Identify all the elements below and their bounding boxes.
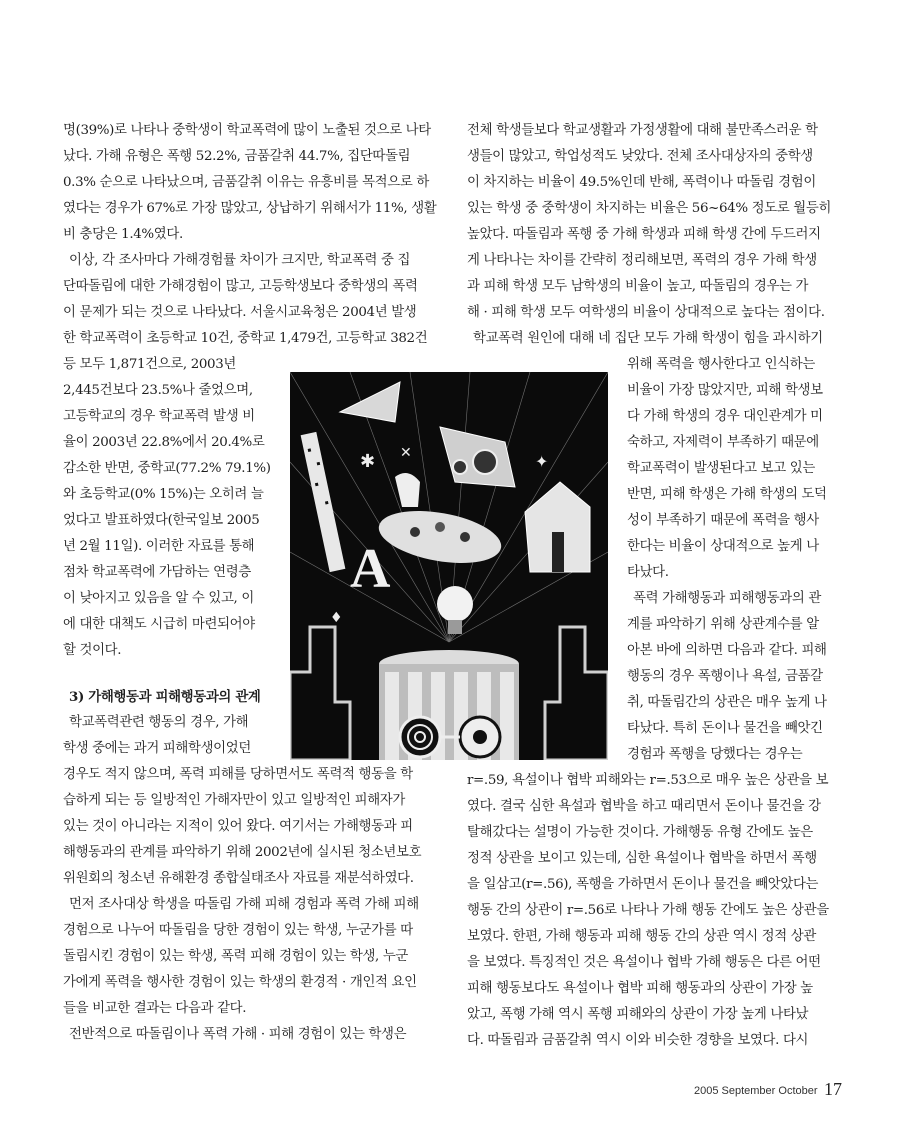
right-line: 전체 학생들보다 학교생활과 가정생활에 대해 불만족스러운 학 bbox=[467, 123, 818, 138]
left-line: 습하게 되는 등 일방적인 가해자만이 있고 일방적인 피해자가 bbox=[63, 793, 405, 808]
right-line: 아본 바에 의하면 다음과 같다. 피해 bbox=[627, 643, 827, 658]
right-line: 을 일삼고(r=.56), 폭행을 가하면서 돈이나 물건을 빼앗았다는 bbox=[467, 877, 819, 892]
right-line: 학교폭력이 발생된다고 보고 있는 bbox=[627, 461, 815, 476]
right-line: 취, 따돌림간의 상관은 매우 높게 나 bbox=[627, 695, 827, 710]
right-line: 있는 학생 중 중학생이 차지하는 비율은 56~64% 정도로 월등히 bbox=[467, 201, 832, 216]
left-line: 들을 비교한 결과는 다음과 같다. bbox=[63, 1001, 247, 1016]
left-line: 점차 학교폭력에 가담하는 연령층 bbox=[63, 565, 251, 580]
left-line: 율이 2003년 22.8%에서 20.4%로 bbox=[63, 435, 265, 450]
right-line: r=.59, 욕설이나 협박 피해와는 r=.53으로 매우 높은 상관을 보 bbox=[467, 773, 829, 788]
right-line: 피해 행동보다도 욕설이나 협박 피해 행동과의 상관이 가장 높 bbox=[467, 981, 813, 996]
left-line: 가에게 폭력을 행사한 경험이 있는 학생의 환경적 · 개인적 요인 bbox=[63, 975, 417, 990]
right-line: 다 가해 학생의 경우 대인관계가 미 bbox=[627, 409, 823, 424]
right-line: 해 · 피해 학생 모두 여학생의 비율이 상대적으로 높다는 점이다. bbox=[467, 305, 825, 320]
left-line: 학생 중에는 과거 피해학생이었던 bbox=[63, 741, 251, 756]
svg-text:✱: ✱ bbox=[360, 451, 376, 472]
right-line: 비율이 가장 많았지만, 피해 학생보 bbox=[627, 383, 823, 398]
right-line: 과 피해 학생 모두 남학생의 비율이 높고, 따돌림의 경우는 가 bbox=[467, 279, 809, 294]
left-line: 이 낮아지고 있음을 알 수 있고, 이 bbox=[63, 591, 254, 606]
right-line: 경험과 폭행을 당했다는 경우는 bbox=[627, 747, 803, 762]
right-line: 탈해갔다는 설명이 가능한 것이다. 가해행동 유형 간에도 높은 bbox=[467, 825, 813, 840]
section-heading: 3) 가해행동과 피해행동과의 관계 bbox=[69, 689, 261, 705]
left-line: 한 학교폭력이 초등학교 10건, 중학교 1,479건, 고등학교 382건 bbox=[63, 331, 428, 346]
right-line: 이 차지하는 비율이 49.5%인데 반해, 폭력이나 따돌림 경험이 bbox=[467, 175, 816, 190]
left-line: 위원회의 청소년 유해환경 종합실태조사 자료를 재분석하였다. bbox=[63, 871, 414, 886]
left-line: 비 충당은 1.4%였다. bbox=[63, 227, 183, 242]
left-line: 있는 것이 아니라는 지적이 있어 왔다. 여기서는 가해행동과 피 bbox=[63, 819, 413, 834]
right-line: 았고, 폭행 가해 역시 폭행 피해와의 상관이 가장 높게 나타났 bbox=[467, 1007, 809, 1022]
left-line: 났다. 가해 유형은 폭행 52.2%, 금품갈취 44.7%, 집단따돌림 bbox=[63, 149, 411, 164]
illustration-letter-a: A bbox=[350, 538, 391, 600]
right-line: 였다. 결국 심한 욕설과 협박을 하고 때리면서 돈이나 물건을 강 bbox=[467, 799, 821, 814]
right-line: 행동의 경우 폭행이나 욕설, 금품갈 bbox=[627, 669, 823, 684]
left-line: 2,445건보다 23.5%나 줄었으며, bbox=[63, 383, 253, 398]
right-line: 보였다. 한편, 가해 행동과 피해 행동 간의 상관 역시 정적 상관 bbox=[467, 929, 816, 944]
left-line: 돌림시킨 경험이 있는 학생, 폭력 피해 경험이 있는 학생, 누군 bbox=[63, 949, 409, 964]
right-line: 한다는 비율이 상대적으로 높게 나 bbox=[627, 539, 819, 554]
right-line: 학교폭력 원인에 대해 네 집단 모두 가해 학생이 힘을 과시하기 bbox=[473, 331, 823, 346]
right-line: 타났다. bbox=[627, 565, 669, 580]
left-line: 와 초등학교(0% 15%)는 오히려 늘 bbox=[63, 487, 264, 502]
left-line: 명(39%)로 나타나 중학생이 학교폭력에 많이 노출된 것으로 나타 bbox=[63, 123, 431, 138]
left-line: 단따돌림에 대한 가해경험이 많고, 고등학생보다 중학생의 폭력 bbox=[63, 279, 418, 294]
illustration bbox=[290, 372, 608, 760]
right-line: 생들이 많았고, 학업성적도 낮았다. 전체 조사대상자의 중학생 bbox=[467, 149, 813, 164]
left-line: 해행동과의 관계를 파악하기 위해 2002년에 실시된 청소년보호 bbox=[63, 845, 422, 860]
right-line: 폭력 가해행동과 피해행동과의 관 bbox=[633, 591, 821, 606]
right-line: 성이 부족하기 때문에 폭력을 행사 bbox=[627, 513, 819, 528]
left-line: 감소한 반면, 중학교(77.2% 79.1%) bbox=[63, 461, 271, 476]
right-line: 높았다. 따돌림과 폭행 중 가해 학생과 피해 학생 간에 두드러지 bbox=[467, 227, 821, 242]
right-line: 반면, 피해 학생은 가해 학생의 도덕 bbox=[627, 487, 827, 502]
right-line: 정적 상관을 보이고 있는데, 심한 욕설이나 협박을 하면서 폭행 bbox=[467, 851, 817, 866]
right-line: 계를 파악하기 위해 상관계수를 알 bbox=[627, 617, 819, 632]
left-line: 0.3% 순으로 나타났으며, 금품갈취 이유는 유흥비를 목적으로 하 bbox=[63, 175, 429, 190]
right-line: 타났다. 특히 돈이나 물건을 빼앗긴 bbox=[627, 721, 823, 736]
right-line: 위해 폭력을 행사한다고 인식하는 bbox=[627, 357, 815, 372]
left-line: 먼저 조사대상 학생을 따돌림 가해 피해 경험과 폭력 가해 피해 bbox=[69, 897, 419, 912]
right-line: 다. 따돌림과 금품갈취 역시 이와 비슷한 경향을 보였다. 다시 bbox=[467, 1033, 809, 1048]
left-line: 등 모두 1,871건으로, 2003년 bbox=[63, 357, 236, 372]
right-line: 게 나타나는 차이를 간략히 정리해보면, 폭력의 경우 가해 학생 bbox=[467, 253, 817, 268]
left-line: 할 것이다. bbox=[63, 643, 122, 658]
right-line: 을 보였다. 특징적인 것은 욕설이나 협박 가해 행동은 다른 어떤 bbox=[467, 955, 821, 970]
left-line: 년 2월 11일). 이러한 자료를 통해 bbox=[63, 539, 255, 554]
left-line: 고등학교의 경우 학교폭력 발생 비 bbox=[63, 409, 255, 424]
collage-head-illustration-icon bbox=[290, 372, 608, 760]
right-line: 행동 간의 상관이 r=.56로 나타나 가해 행동 간에도 높은 상관을 bbox=[467, 903, 829, 918]
left-line: 경험으로 나누어 따돌림을 당한 경험이 있는 학생, 누군가를 따 bbox=[63, 923, 413, 938]
left-line: 었다고 발표하였다(한국일보 2005 bbox=[63, 513, 260, 528]
svg-text:✕: ✕ bbox=[400, 445, 412, 461]
left-line: 에 대한 대책도 시급히 마련되어야 bbox=[63, 617, 255, 632]
svg-text:✦: ✦ bbox=[535, 452, 549, 471]
page-number: 17 bbox=[824, 1079, 842, 1099]
svg-text:♦: ♦ bbox=[330, 610, 343, 626]
footer-date: 2005 September October bbox=[694, 1085, 818, 1097]
left-line: 경우도 적지 않으며, 폭력 피해를 당하면서도 폭력적 행동을 학 bbox=[63, 767, 413, 782]
left-line: 였다는 경우가 67%로 가장 많았고, 상납하기 위해서가 11%, 생활 bbox=[63, 201, 437, 216]
left-line: 이상, 각 조사마다 가해경험률 차이가 크지만, 학교폭력 중 집 bbox=[69, 253, 411, 268]
right-line: 숙하고, 자제력이 부족하기 때문에 bbox=[627, 435, 819, 450]
left-line: 학교폭력관련 행동의 경우, 가해 bbox=[69, 715, 249, 730]
left-line: 전반적으로 따돌림이나 폭력 가해 · 피해 경험이 있는 학생은 bbox=[69, 1027, 407, 1042]
left-line: 이 문제가 되는 것으로 나타났다. 서울시교육청은 2004년 발생 bbox=[63, 305, 417, 320]
